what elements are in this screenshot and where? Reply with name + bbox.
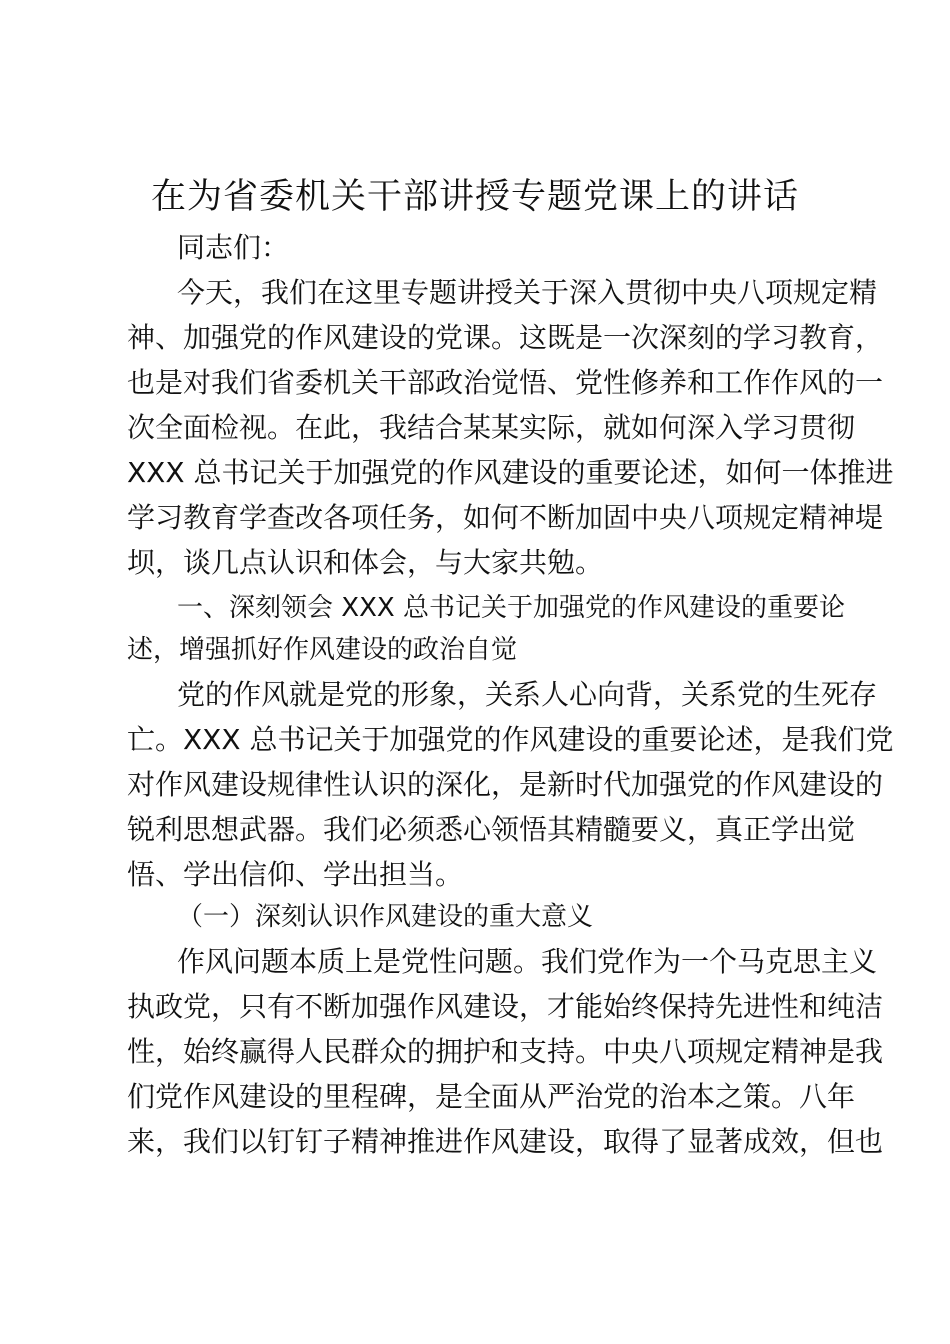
paragraph-line: 亡。XXX 总书记关于加强党的作风建设的重要论述，是我们党: [127, 723, 894, 756]
paragraph-line: 坝，谈几点认识和体会，与大家共勉。: [127, 546, 604, 579]
document-title: 在为省委机关干部讲授专题党课上的讲话: [150, 177, 799, 217]
paragraph-line: 今天，我们在这里专题讲授关于深入贯彻中央八项规定精: [177, 276, 878, 309]
paragraph-line: 锐利思想武器。我们必须悉心领悟其精髓要义，真正学出觉: [127, 813, 856, 846]
paragraph-line: 性，始终赢得人民群众的拥护和支持。中央八项规定精神是我: [127, 1035, 884, 1068]
salutation: 同志们：: [177, 231, 290, 264]
subsection-heading: （一）深刻认识作风建设的重大意义: [177, 902, 594, 932]
paragraph-line: 学习教育学查改各项任务，如何不断加固中央八项规定精神堤: [127, 501, 884, 534]
paragraph-line: 执政党，只有不断加强作风建设，才能始终保持先进性和纯洁: [127, 990, 884, 1023]
section-heading: 述，增强抓好作风建设的政治自觉: [127, 635, 518, 665]
paragraph-line: 次全面检视。在此，我结合某某实际，就如何深入学习贯彻: [127, 411, 856, 444]
paragraph-line: 来，我们以钉钉子精神推进作风建设，取得了显著成效，但也: [127, 1125, 884, 1158]
paragraph-line: 作风问题本质上是党性问题。我们党作为一个马克思主义: [177, 945, 878, 978]
paragraph-line: 悟、学出信仰、学出担当。: [127, 858, 464, 891]
paragraph-line: 对作风建设规律性认识的深化，是新时代加强党的作风建设的: [127, 768, 884, 801]
section-heading: 一、深刻领会 XXX 总书记关于加强党的作风建设的重要论: [177, 593, 845, 623]
paragraph-line: 也是对我们省委机关干部政治觉悟、党性修养和工作作风的一: [127, 366, 884, 399]
paragraph-line: XXX 总书记关于加强党的作风建设的重要论述，如何一体推进: [127, 456, 894, 489]
paragraph-line: 神、加强党的作风建设的党课。这既是一次深刻的学习教育，: [127, 321, 884, 354]
paragraph-line: 们党作风建设的里程碑，是全面从严治党的治本之策。八年: [127, 1080, 856, 1113]
paragraph-line: 党的作风就是党的形象，关系人心向背，关系党的生死存: [177, 678, 878, 711]
